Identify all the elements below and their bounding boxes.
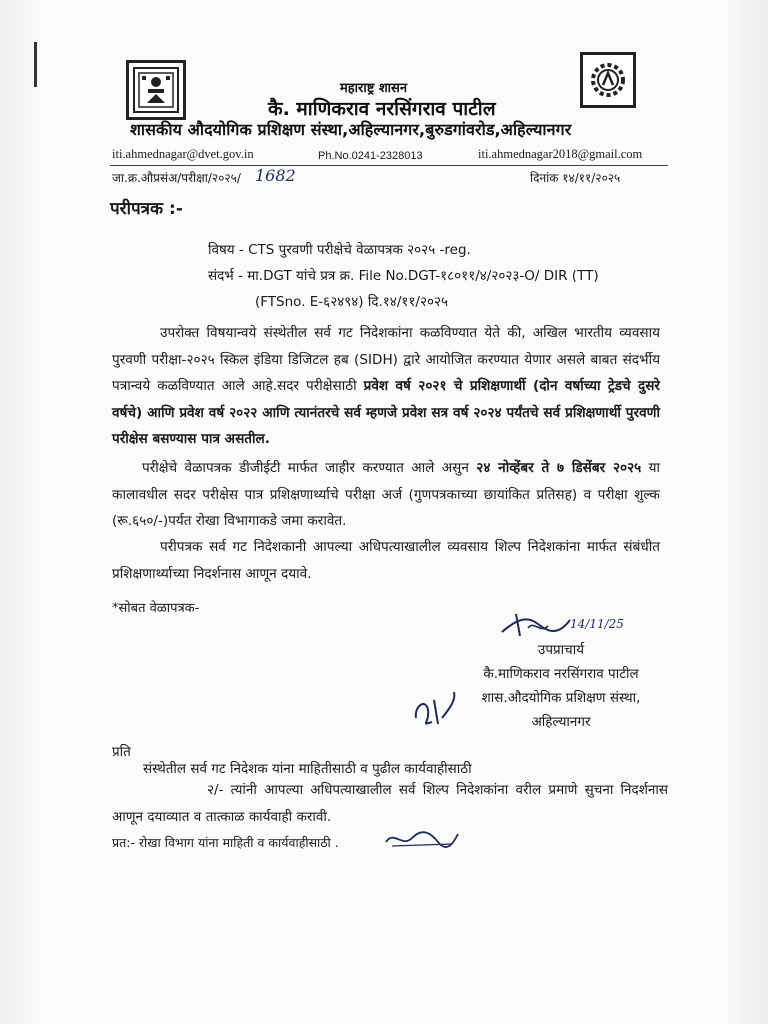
body-paragraph-2 bbox=[112, 455, 660, 535]
copy-signature bbox=[382, 826, 462, 852]
government-name: महाराष्ट्र शासन bbox=[340, 81, 408, 96]
phone-number: Ph.No.0241-2328013 bbox=[318, 150, 423, 162]
maharashtra-emblem-logo bbox=[126, 60, 186, 120]
reference-number: जा.क्र.औप्रसंअ/परीक्षा/२०२५/ bbox=[112, 171, 241, 185]
signatory-institute-line-2: शास.औदयोगिक प्रशिक्षण संस्था, bbox=[481, 690, 641, 706]
paragraph-1-intro: उपरोक्त विषयान्वये संस्थेतील सर्व गट निदेशकांना कळविण्यात येते की, अखिल भारतीय व्यवसाय पुरवणी परीक्षा-२०२५ स्किल इंडिया डिजिटल हब (SIDH) द्वारे आयोजित करण्यात येणार असले बाबत संदर्भीय पत्रान्वये कळविण्यात आले आहे.सदर परीक्षेसाठी bbox=[112, 325, 660, 395]
signatory-institute-line-3: अहिल्यानगर bbox=[531, 714, 591, 730]
institute-namesake: कै. माणिकराव नरसिंगराव पाटील bbox=[268, 98, 496, 120]
document-date: दिनांक १४/११/२०२५ bbox=[530, 171, 621, 185]
body-paragraph-1 bbox=[112, 320, 660, 453]
signature-block bbox=[456, 638, 666, 734]
reference-number-handwritten: 1682 bbox=[255, 166, 296, 185]
distribution-to: प्रति bbox=[112, 744, 131, 760]
reference-line-1: संदर्भ - मा.DGT यांचे प्रत्र क्र. File No.DGT-१८०११/४/२०२३-O/ DIR (TT) bbox=[208, 268, 599, 284]
paragraph-2-instructions: या कालावधील सदर परीक्षेस पात्र प्रशिक्षणार्थ्याचे परीक्षा अर्ज (गुणपत्रकाच्या छायांकित प्रतिसह) व परीक्षा शुल्क (रू.६५०/-)पर्यत रोखा विभागाकडे जमा करावेत. bbox=[112, 460, 661, 530]
paragraph-1-eligibility: प्रवेश वर्ष २०२१ चे प्रशिक्षणार्थी (दोन वर्षाच्या ट्रेडचे दुसरे वर्षचे) आणि प्रवेश वर्ष २०२२ आणि त्यानंतरचे सर्व म्हणजे प्रवेश सत्र वर्ष २०२४ पर्यंतचे सर्व प्रशिक्षणार्थी पुरवणी परीक्षेस बसण्यास पात्र असतील. bbox=[112, 378, 660, 448]
distribution-line-2-text: २/- त्यांनी आपल्या अधिपत्याखालील सर्व शिल्प निदेशकांना वरील प्रमाणे सुचना निदर्शनास आणून दयाव्यात व तात्काळ कार्यवाही करावी. bbox=[112, 782, 668, 825]
alternate-email: iti.ahmednagar2018@gmail.com bbox=[478, 147, 643, 161]
signatory-designation: उपप्राचार्य bbox=[537, 642, 585, 658]
official-email: iti.ahmednagar@dvet.gov.in bbox=[112, 147, 254, 161]
distribution-line-1: संस्थेतील सर्व गट निदेशक यांना माहितीसाठी व पुढील कार्यवाहीसाठी bbox=[143, 761, 472, 777]
exam-period: २४ नोव्हेंबर ते ७ डिसेंबर २०२५ bbox=[476, 460, 642, 476]
body-paragraph-3 bbox=[112, 534, 660, 587]
paragraph-3-text: परीपत्रक सर्व गट निदेशकानी आपल्या अधिपत्याखालील व्यवसाय शिल्प निदेशकांना मार्फत संबंधीत प्रशिक्षणार्थ्याच्या निदर्शनास आणून दयावे. bbox=[112, 539, 660, 582]
signature-scribble bbox=[498, 610, 578, 640]
contact-line bbox=[110, 143, 668, 166]
distribution-line-2 bbox=[112, 777, 668, 831]
enclosure-note: *सोबत वेळापत्रक- bbox=[112, 601, 200, 616]
signatory-institute-line-1: कै.माणिकराव नरसिंगराव पाटील bbox=[483, 666, 639, 682]
reference-line-2: (FTSno. E-६२४९४) दि.१४/११/२०२५ bbox=[255, 294, 449, 310]
iti-gear-logo bbox=[580, 52, 636, 108]
paragraph-2-intro: परीक्षेचे वेळापत्रक डीजीईटी मार्फत जाहीर करण्यात आले असुन bbox=[142, 460, 477, 476]
margin-mark bbox=[34, 42, 37, 87]
signature-date: 14/11/25 bbox=[570, 617, 624, 631]
institute-name: शासकीय औदयोगिक प्रशिक्षण संस्था,अहिल्यानगर,बुरुडगांवरोड,अहिल्यानगर bbox=[130, 120, 572, 139]
subject-line: विषय - CTS पुरवणी परीक्षेचे वेळापत्रक २०२५ -reg. bbox=[208, 242, 471, 258]
handwritten-initials bbox=[410, 688, 460, 732]
circular-title: परीपत्रक :- bbox=[110, 199, 183, 219]
copy-to: प्रत:- रोखा विभाग यांना माहिती व कार्यवाहीसाठी . bbox=[112, 835, 339, 850]
